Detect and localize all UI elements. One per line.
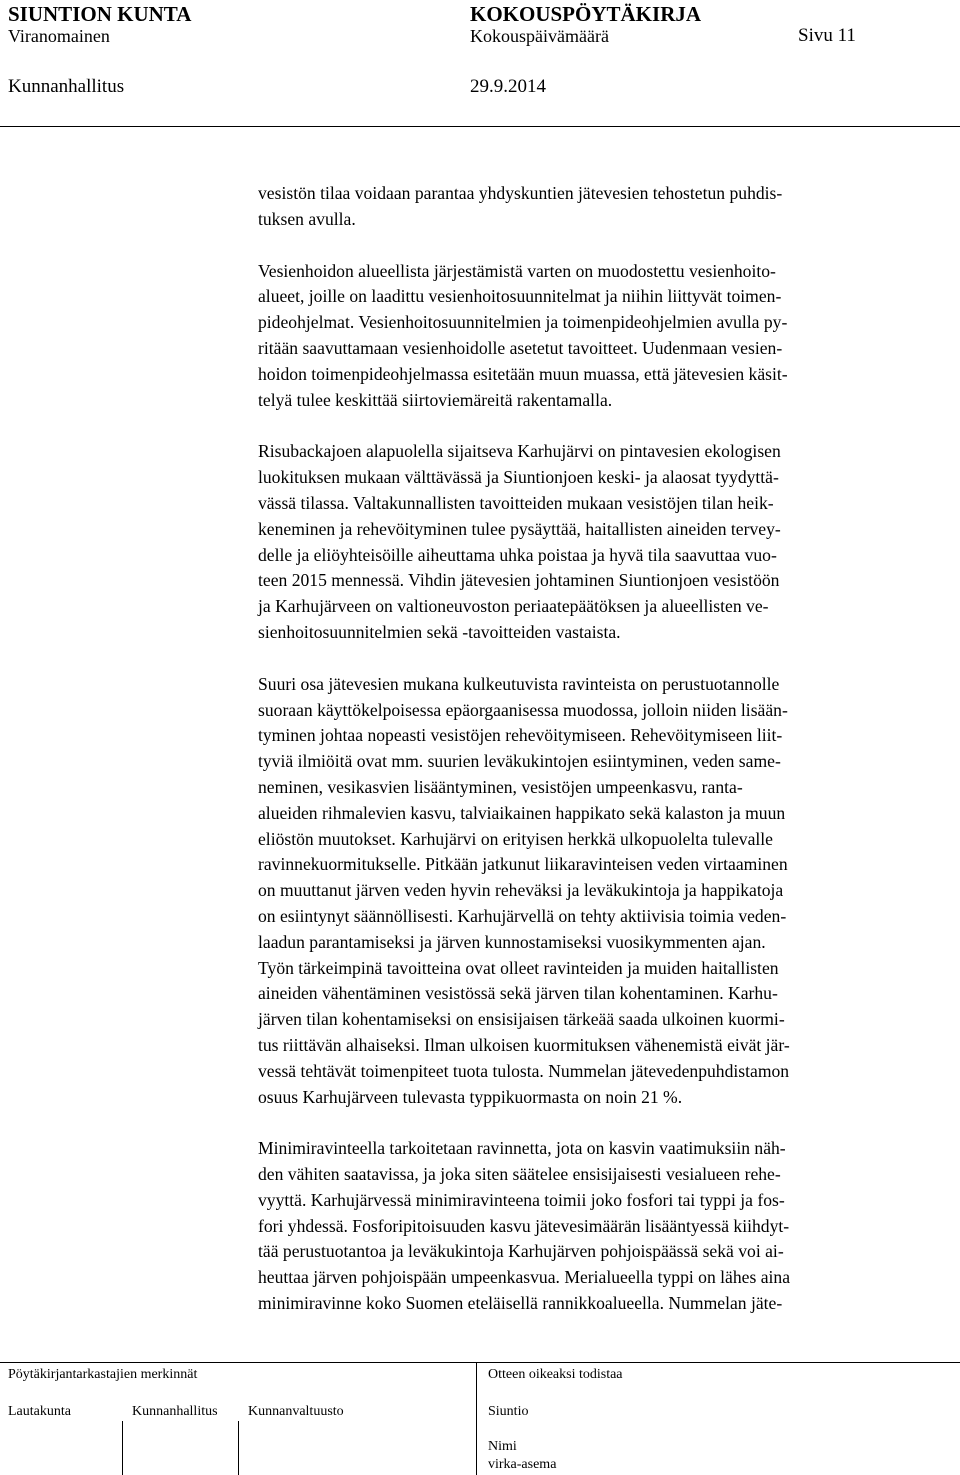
paragraph	[258, 439, 948, 645]
footer-divider	[0, 1362, 960, 1363]
text-line: alueiden rihmalevien kasvu, talviaikainen happikato sekä kalaston ja muun	[258, 802, 786, 823]
board-label: Lautakunta	[8, 1404, 71, 1419]
text-line: alueet, joille on laadittu vesienhoitosuunnitelmat ja niihin liittyvät toimen-	[258, 286, 782, 307]
paragraph	[258, 1136, 948, 1317]
footer-column-divider	[476, 1362, 477, 1475]
text-line: ritään saavuttamaan vesienhoidolle asetetut tavoitteet. Uudenmaan vesien-	[258, 337, 783, 358]
municipality-name: SIUNTION KUNTA	[8, 2, 192, 26]
municipal-council-label: Kunnanvaltuusto	[248, 1404, 344, 1419]
text-line: fori yhdessä. Fosforipitoisuuden kasvu jätevesimäärän lisääntyessä kiihdyt-	[258, 1215, 790, 1236]
inspectors-label: Pöytäkirjantarkastajien merkinnät	[8, 1367, 198, 1382]
text-line: Suuri osa jätevesien mukana kulkeutuvista ravinteista on perustuotannolle	[258, 673, 780, 694]
text-line: tyviä ilmiöitä ovat mm. suurien leväkukintojen esiintyminen, veden same-	[258, 751, 781, 772]
name-label: Nimi	[488, 1439, 517, 1454]
authority-name: Kunnanhallitus	[8, 76, 125, 97]
text-line: sienhoitosuunnitelmien sekä -tavoitteiden vastaista.	[258, 621, 621, 642]
text-line: pideohjelmat. Vesienhoitosuunnitelmien ja toimenpideohjelmien avulla py-	[258, 312, 788, 333]
text-line: on muuttanut järven veden hyvin reheväksi ja leväkukintoja ja happikatoja	[258, 880, 784, 901]
text-line: Vesienhoidon alueellista järjestämistä varten on muodostettu vesienhoito-	[258, 260, 776, 281]
text-line: luokituksen mukaan välttävässä ja Siuntionjoen keski- ja alaosat tyydyttä-	[258, 467, 779, 488]
text-line: hoidon toimenpideohjelmassa esitetään muun muassa, että jätevesien käsit-	[258, 363, 788, 384]
text-line: vässä tilassa. Valtakunnallisten tavoitteiden mukaan vesistöjen tilan heik-	[258, 492, 774, 513]
text-line: tus riittävän alhaiseksi. Ilman ulkoisen kuormituksen vähenemistä eivät jär-	[258, 1034, 790, 1055]
document-type: KOKOUSPÖYTÄKIRJA	[470, 2, 702, 26]
text-line: ravinnekuormitukselle. Pitkään jatkunut liikaravinteisen veden virtaaminen	[258, 854, 788, 875]
text-line: tyminen johtaa nopeasti vesistöjen rehevöitymiseen. Rehevöitymiseen liit-	[258, 725, 783, 746]
text-line: ja Karhujärveen on valtioneuvoston periaatepäätöksen ja alueellisten ve-	[258, 596, 769, 617]
text-line: osuus Karhujärveen tulevasta typpikuormasta on noin 21 %.	[258, 1086, 683, 1107]
paragraph	[258, 181, 948, 233]
certified-label: Otteen oikeaksi todistaa	[488, 1367, 623, 1382]
text-line: keneminen ja rehevöityminen tulee pysäyttää, haitallisten aineiden tervey-	[258, 518, 781, 539]
text-line: vesistön tilaa voidaan parantaa yhdyskuntien jätevesien tehostetun puhdis-	[258, 183, 783, 203]
header-divider	[0, 126, 960, 127]
text-line: telyä tulee keskittää siirtoviemäreitä rakentamalla.	[258, 389, 613, 410]
text-line: teen 2015 mennessä. Vihdin jätevesien johtaminen Siuntionjoen vesistöön	[258, 570, 780, 591]
text-line: eliöstön muutokset. Karhujärvi on erityisen herkkä ulkopuolelta tulevalle	[258, 828, 773, 849]
page-number: Sivu 11	[798, 25, 856, 46]
meeting-date: 29.9.2014	[470, 76, 546, 97]
text-line: delle ja eliöyhteisöille aiheuttama uhka poistaa ja hyvä tila saavuttaa vuo-	[258, 544, 777, 565]
text-line: Työn tärkeimpinä tavoitteina ovat olleet ravinteiden ja muiden haitallisten	[258, 957, 779, 978]
place-label: Siuntio	[488, 1404, 529, 1419]
text-line: laadun parantamiseksi ja järven kunnostamiseksi vuosikymmenten ajan.	[258, 931, 766, 952]
text-line: den vähiten saatavissa, ja joka siten säätelee ensisijaisesti vesialueen rehe-	[258, 1164, 781, 1185]
footer-cell-divider-2	[238, 1421, 239, 1475]
text-line: heuttaa järven pohjoispään umpeenkasvua. Merialueella typpi on lähes aina	[258, 1267, 791, 1288]
text-line: vessä tehtävät toimenpiteet tuota tulosta. Nummelan jätevedenpuhdistamon	[258, 1060, 790, 1081]
footer-cell-divider-1	[122, 1421, 123, 1475]
text-line: Minimiravinteella tarkoitetaan ravinnetta, jota on kasvin vaatimuksiin näh-	[258, 1138, 786, 1159]
text-line: Risubackajoen alapuolella sijaitseva Karhujärvi on pintavesien ekologisen	[258, 441, 781, 462]
municipal-board-label: Kunnanhallitus	[132, 1404, 218, 1419]
text-line: vyyttä. Karhujärvessä minimiravinteena toimii joko fosfori tai typpi ja fos-	[258, 1189, 785, 1210]
meeting-date-label: Kokouspäivämäärä	[470, 26, 609, 46]
text-line: neminen, vesikasvien lisääntyminen, vesistöjen umpeenkasvu, ranta-	[258, 776, 743, 797]
authority-label: Viranomainen	[8, 26, 110, 46]
paragraph	[258, 672, 948, 1111]
text-line: minimiravinne koko Suomen eteläisellä rannikkoalueella. Nummelan jäte-	[258, 1293, 783, 1314]
document-body	[258, 181, 948, 1343]
paragraph	[258, 259, 948, 414]
title-label: virka-asema	[488, 1457, 557, 1472]
text-line: on esiintynyt säännöllisesti. Karhujärvellä on tehty aktiivisia toimia veden-	[258, 905, 787, 926]
text-line: järven tilan kohentamiseksi on ensisijaisen tärkeää saada ulkoinen kuormi-	[258, 1009, 785, 1030]
text-line: tuksen avulla.	[258, 208, 356, 229]
text-line: tää perustuotantoa ja leväkukintoja Karhujärven pohjoispäässä sekä voi ai-	[258, 1241, 784, 1262]
text-line: aineiden vähentäminen vesistössä sekä järven tilan kohentaminen. Karhu-	[258, 983, 778, 1004]
text-line: suoraan käyttökelpoisessa epäorgaanisessa muodossa, jolloin niiden lisään-	[258, 699, 788, 720]
